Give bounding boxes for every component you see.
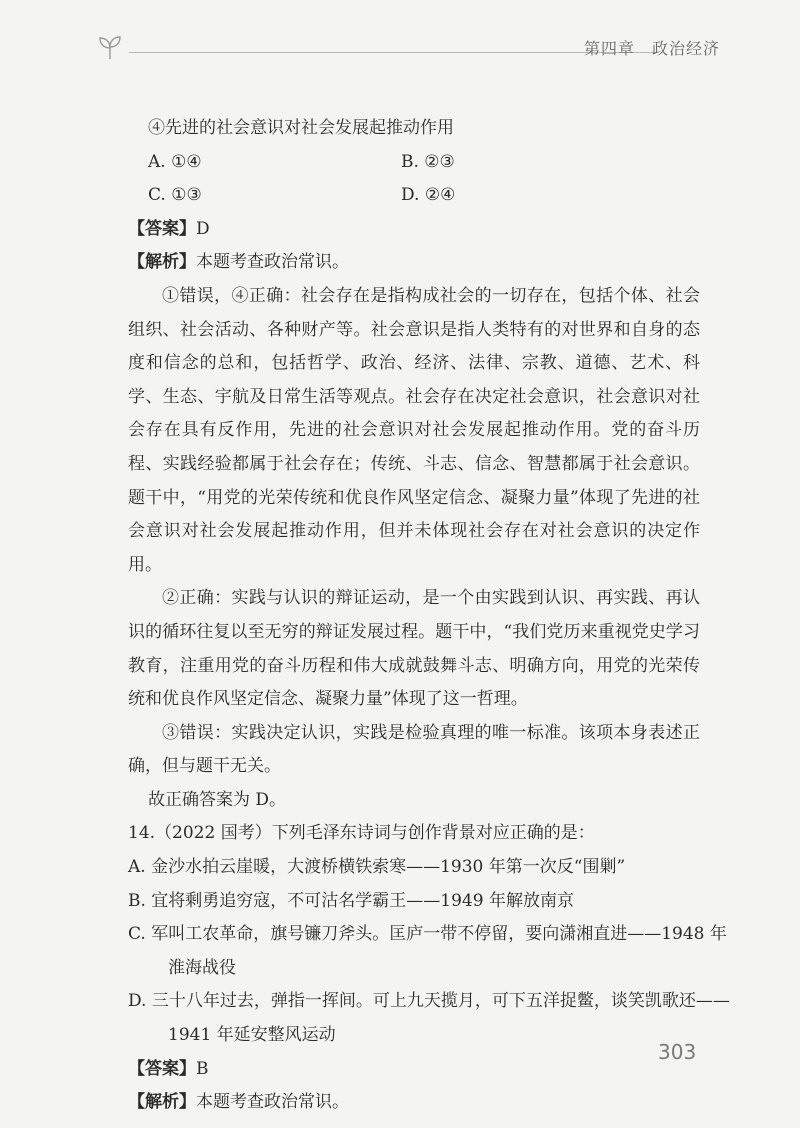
q14-analysis-heading bbox=[128, 1086, 700, 1120]
q14-option-d: D. 三十八年过去，弹指一挥间。可上九天揽月，可下五洋捉鳖，谈笑凯歌还—— bbox=[128, 991, 730, 1012]
option-a: A. ①④ bbox=[148, 151, 202, 172]
option-c: C. ①③ bbox=[148, 185, 202, 206]
answer-value: D bbox=[196, 218, 210, 239]
conclusion: 故正确答案为 D。 bbox=[148, 789, 287, 810]
analysis-intro: 本题考查政治常识。 bbox=[196, 1092, 349, 1113]
q13-analysis-heading bbox=[128, 246, 700, 280]
q14-option-c: C. 军叫工农革命，旗号镰刀斧头。匡庐一带不停留，要向潇湘直进——1948 年 bbox=[128, 924, 727, 945]
running-header bbox=[95, 30, 720, 70]
leaf-sprout-icon bbox=[95, 32, 125, 62]
analysis-intro: 本题考查政治常识。 bbox=[196, 252, 349, 273]
analysis-paragraph-2: ②正确：实践与认识的辩证运动，是一个由实践到认识、再实践、再认识的循环往复以至无穷的辩证发展过程。题干中，“我们党历来重视党史学习教育，注重用党的奋斗历程和伟大成就鼓舞斗志、明确方向，用党的光荣传统和优良作风坚定信念、凝聚力量”体现了这一哲理。 bbox=[128, 588, 700, 710]
statement-4: ④先进的社会意识对社会发展起推动作用 bbox=[148, 118, 454, 138]
page-number: 303 bbox=[658, 1040, 697, 1064]
answer-tag: 【答案】 bbox=[128, 218, 196, 239]
q14-answer bbox=[128, 1053, 700, 1087]
q13-answer bbox=[128, 213, 700, 247]
answer-value: B bbox=[196, 1058, 209, 1079]
q14-stem: 14.（2022 国考）下列毛泽东诗词与创作背景对应正确的是： bbox=[128, 823, 595, 844]
page-content bbox=[128, 112, 730, 1120]
header-rule bbox=[129, 52, 657, 53]
analysis-tag: 【解析】 bbox=[128, 252, 196, 273]
q14-option-b: B. 宜将剩勇追穷寇，不可沽名学霸王——1949 年解放南京 bbox=[128, 890, 574, 911]
option-row-2 bbox=[128, 179, 700, 213]
answer-tag: 【答案】 bbox=[128, 1058, 196, 1079]
option-row-1 bbox=[128, 146, 700, 180]
q14-option-c-continued: 淮海战役 bbox=[168, 957, 236, 978]
analysis-paragraph-3: ③错误：实践决定认识，实践是检验真理的唯一标准。该项本身表述正确，但与题干无关。 bbox=[128, 722, 700, 777]
q14-option-a: A. 金沙水拍云崖暖，大渡桥横铁索寒——1930 年第一次反“围剿” bbox=[128, 857, 626, 878]
analysis-tag: 【解析】 bbox=[128, 1092, 196, 1113]
q14-option-d-continued: 1941 年延安整风运动 bbox=[168, 1025, 336, 1046]
option-d: D. ②④ bbox=[401, 185, 456, 206]
option-b: B. ②③ bbox=[401, 151, 455, 172]
analysis-paragraph-1: ①错误，④正确：社会存在是指构成社会的一切存在，包括个体、社会组织、社会活动、各种财产等。社会意识是指人类特有的对世界和自身的态度和信念的总和，包括哲学、政治、经济、法律、宗教、道德、艺术、科学、生态、宇航及日常生活等观点。社会存在决定社会意识，社会意识对社会存在具有反作用，先进的社会意识对社会发展起推动作用。党的奋斗历程、实践经验都属于社会存在；传统、斗志、信念、智慧都属于社会意识。题干中，“用党的光荣传统和优良作风坚定信念、凝聚力量”体现了先进的社会意识对社会发展起推动作用，但并未体现社会存在对社会意识的决定作用。 bbox=[128, 285, 700, 575]
chapter-title: 第四章 政治经济 bbox=[583, 39, 720, 58]
